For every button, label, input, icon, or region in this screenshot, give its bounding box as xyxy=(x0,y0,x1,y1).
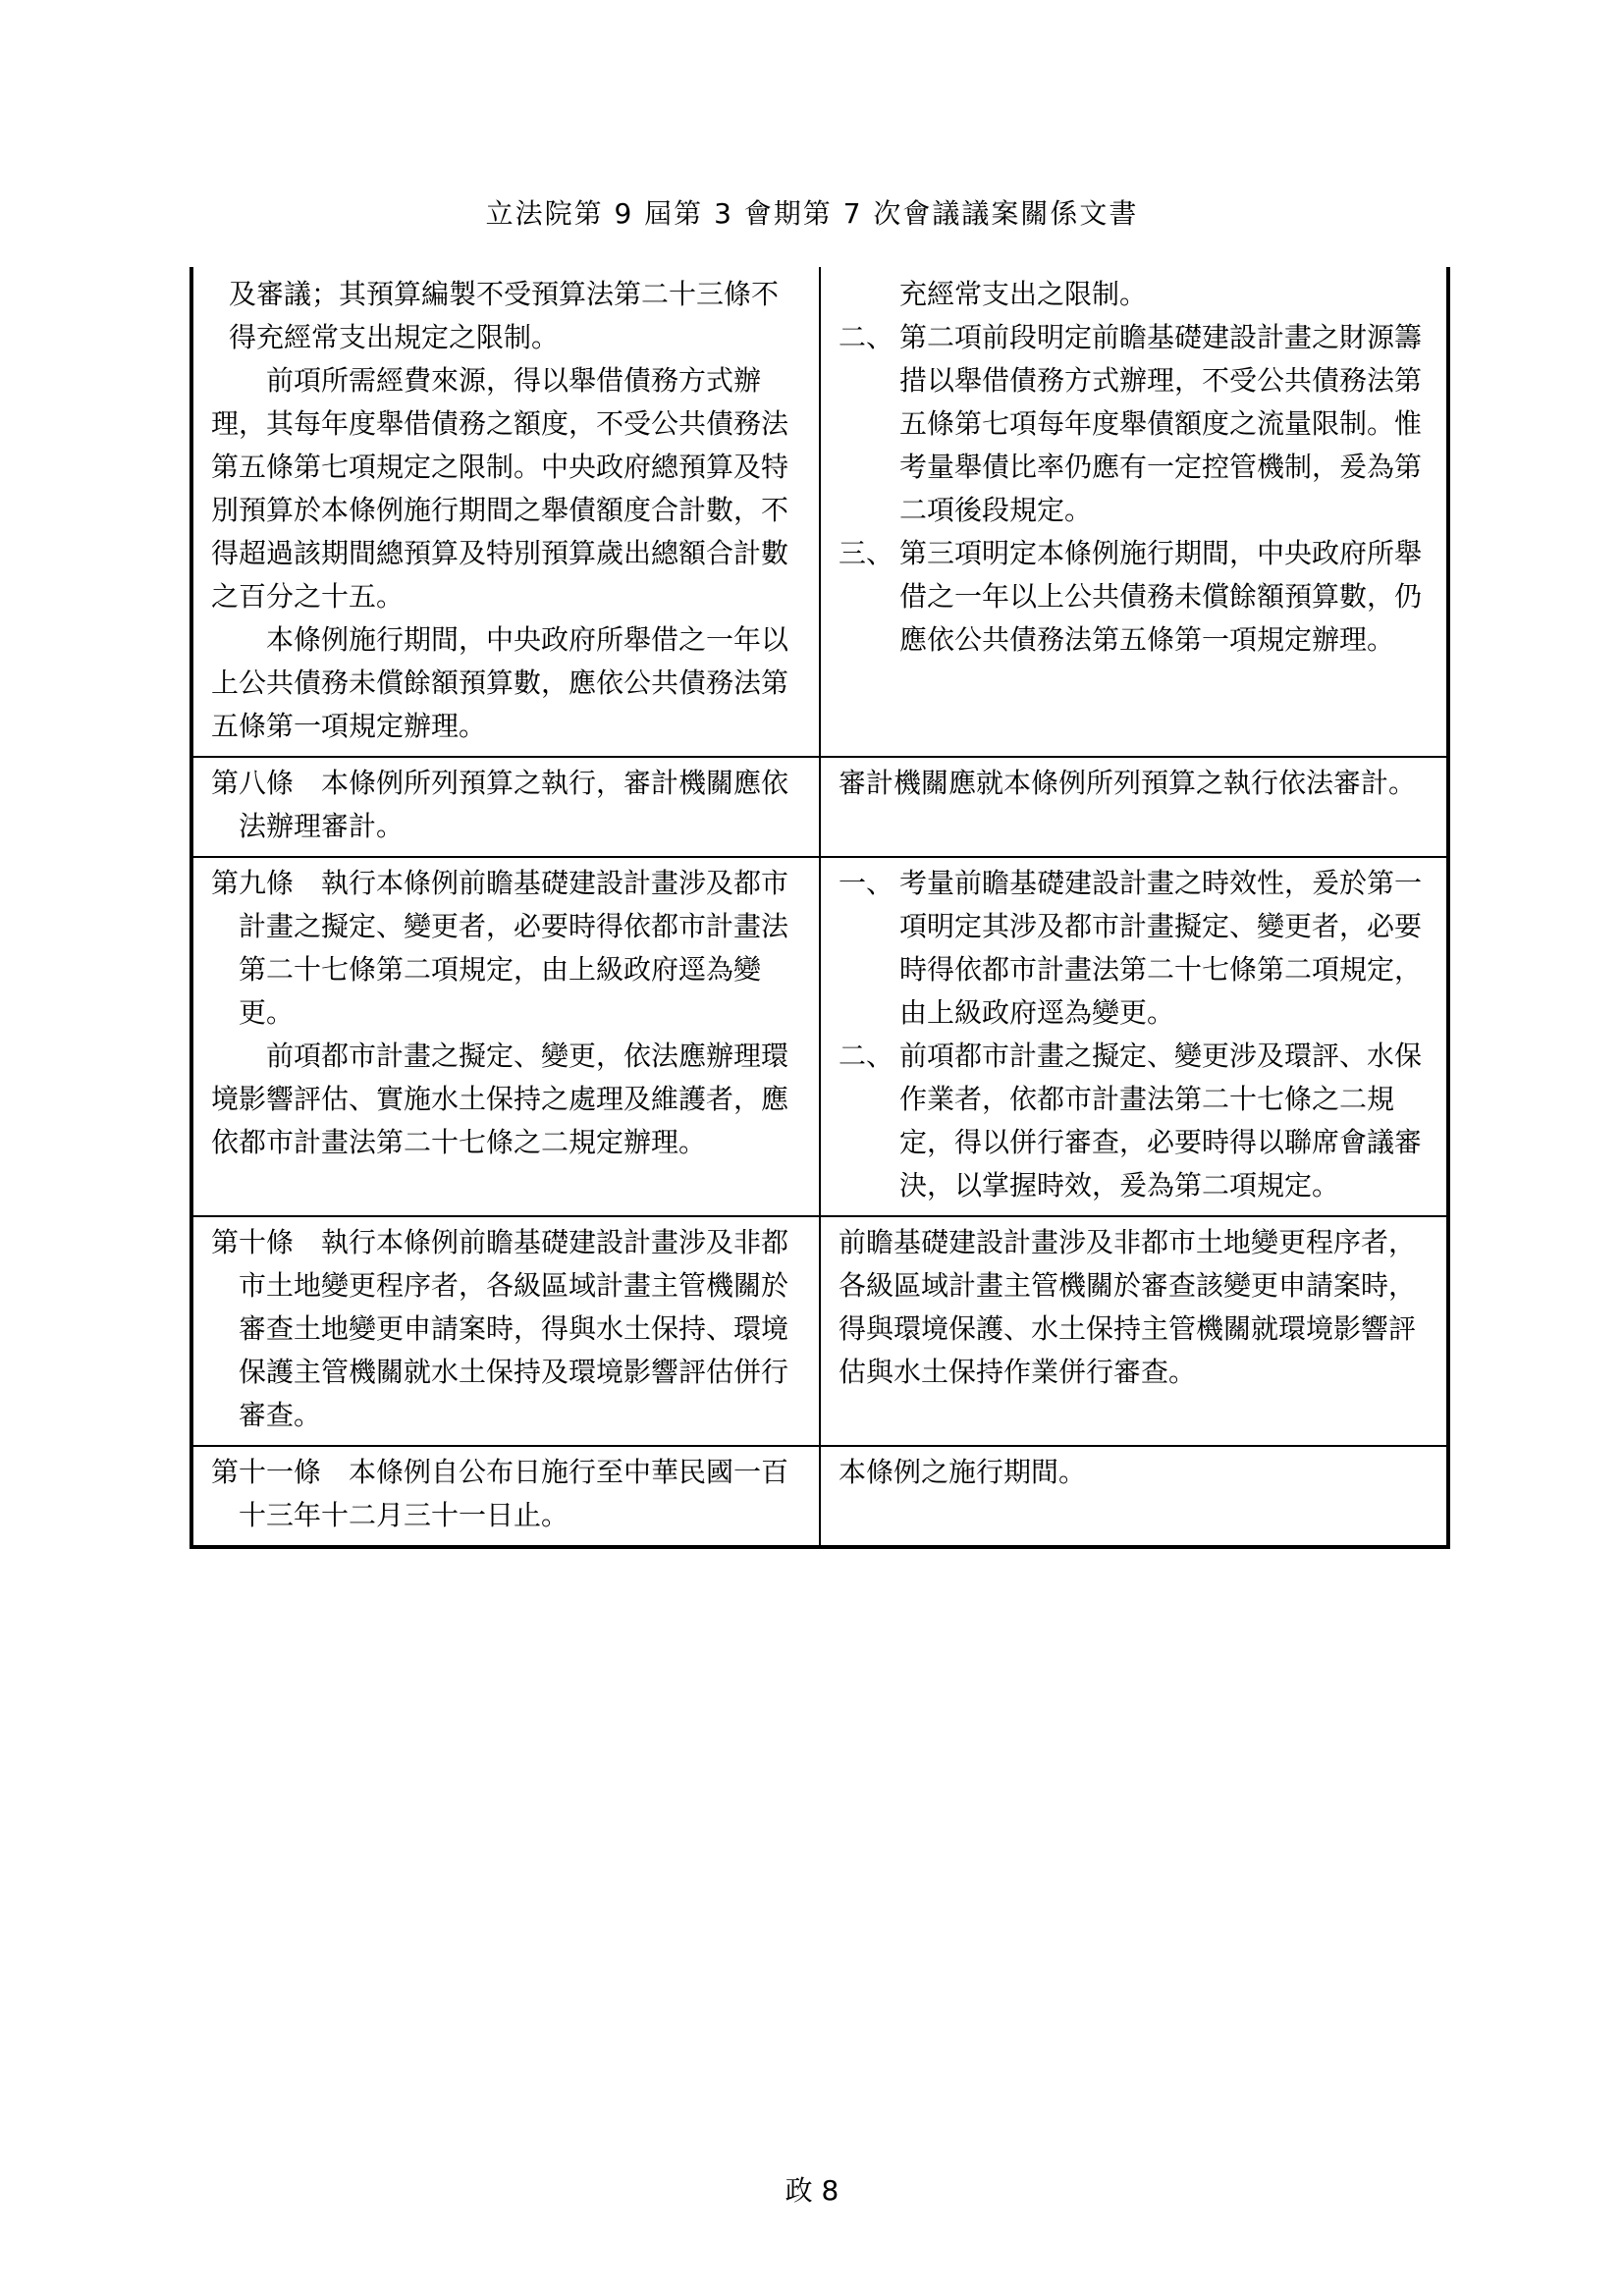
explanation-cell xyxy=(820,267,1448,757)
document-header: 立法院第 9 屆第 3 會期第 7 次會議議案關係文書 xyxy=(485,197,1139,230)
item-text: 考量前瞻基礎建設計畫之時效性，爰於第一項明定其涉及都市計畫擬定、變更者，必要時得依都市計畫法第二十七條第二項規定，由上級政府逕為變更。 xyxy=(899,867,1423,1029)
article-text-cell xyxy=(191,1446,820,1547)
list-item xyxy=(839,862,1433,1035)
table-row xyxy=(191,267,1448,757)
article-text-cell xyxy=(191,757,820,857)
article-paragraph: 第九條 執行本條例前瞻基礎建設計畫涉及都市計畫之擬定、變更者，必要時得依都市計畫法第二十七條第二項規定，由上級政府逕為變更。 xyxy=(211,867,789,1029)
list-item xyxy=(839,1035,1433,1207)
paragraph: 本條例之施行期間。 xyxy=(839,1456,1087,1488)
paragraph: 及審議；其預算編製不受預算法第二十三條不得充經常支出規定之限制。 xyxy=(229,278,780,353)
article-paragraph: 第十條 執行本條例前瞻基礎建設計畫涉及非都市土地變更程序者，各級區域計畫主管機關於審查土地變更申請案時，得與水土保持、環境保護主管機關就水土保持及環境影響評估併行審查。 xyxy=(211,1226,789,1431)
item-marker: 二、 xyxy=(839,321,894,353)
list-item xyxy=(839,532,1433,662)
item-marker: 三、 xyxy=(839,537,894,569)
table-row xyxy=(191,1446,1448,1547)
list-item xyxy=(839,316,1433,532)
paragraph: 前項都市計畫之擬定、變更，依法應辦理環境影響評估、實施水土保持之處理及維護者，應依都市計畫法第二十七條之二規定辦理。 xyxy=(211,1040,789,1158)
explanation-cell xyxy=(820,757,1448,857)
item-text: 第二項前段明定前瞻基礎建設計畫之財源籌措以舉借債務方式辦理，不受公共債務法第五條第七項每年度舉債額度之流量限制。惟考量舉債比率仍應有一定控管機制，爰為第二項後段規定。 xyxy=(899,321,1423,526)
paragraph: 本條例施行期間，中央政府所舉借之一年以上公共債務未償餘額預算數，應依公共債務法第五條第一項規定辦理。 xyxy=(211,623,789,742)
comparison-table xyxy=(189,267,1450,1549)
table-row xyxy=(191,1216,1448,1446)
item-text: 第三項明定本條例施行期間，中央政府所舉借之一年以上公共債務未償餘額預算數，仍應依公共債務法第五條第一項規定辦理。 xyxy=(899,537,1423,656)
article-paragraph: 第八條 本條例所列預算之執行，審計機關應依法辦理審計。 xyxy=(211,767,789,842)
article-text-cell xyxy=(191,1216,820,1446)
item-marker: 一、 xyxy=(839,867,894,899)
article-paragraph: 第十一條 本條例自公布日施行至中華民國一百十三年十二月三十一日止。 xyxy=(211,1456,789,1531)
table-row xyxy=(191,757,1448,857)
explanation-cell xyxy=(820,1216,1448,1446)
paragraph: 前瞻基礎建設計畫涉及非都市土地變更程序者，各級區域計畫主管機關於審查該變更申請案時，得與環境保護、水土保持主管機關就環境影響評估與水土保持作業併行審查。 xyxy=(839,1226,1417,1388)
paragraph: 前項所需經費來源，得以舉借債務方式辦理，其每年度舉借債務之額度，不受公共債務法第五條第七項規定之限制。中央政府總預算及特別預算於本條例施行期間之舉債額度合計數，不得超過該期間總預算及特別預算歲出總額合計數之百分之十五。 xyxy=(211,364,789,613)
explanation-cell xyxy=(820,857,1448,1216)
item-marker: 二、 xyxy=(839,1040,894,1072)
article-text-cell xyxy=(191,267,820,757)
table-row xyxy=(191,857,1448,1216)
item-text: 前項都市計畫之擬定、變更涉及環評、水保作業者，依都市計畫法第二十七條之二規定，得以併行審查，必要時得以聯席會議審決，以掌握時效，爰為第二項規定。 xyxy=(899,1040,1423,1201)
page-number: 政 8 xyxy=(785,2174,839,2207)
paragraph: 充經常支出之限制。 xyxy=(899,278,1148,310)
article-text-cell xyxy=(191,857,820,1216)
explanation-cell xyxy=(820,1446,1448,1547)
paragraph: 審計機關應就本條例所列預算之執行依法審計。 xyxy=(839,767,1417,799)
